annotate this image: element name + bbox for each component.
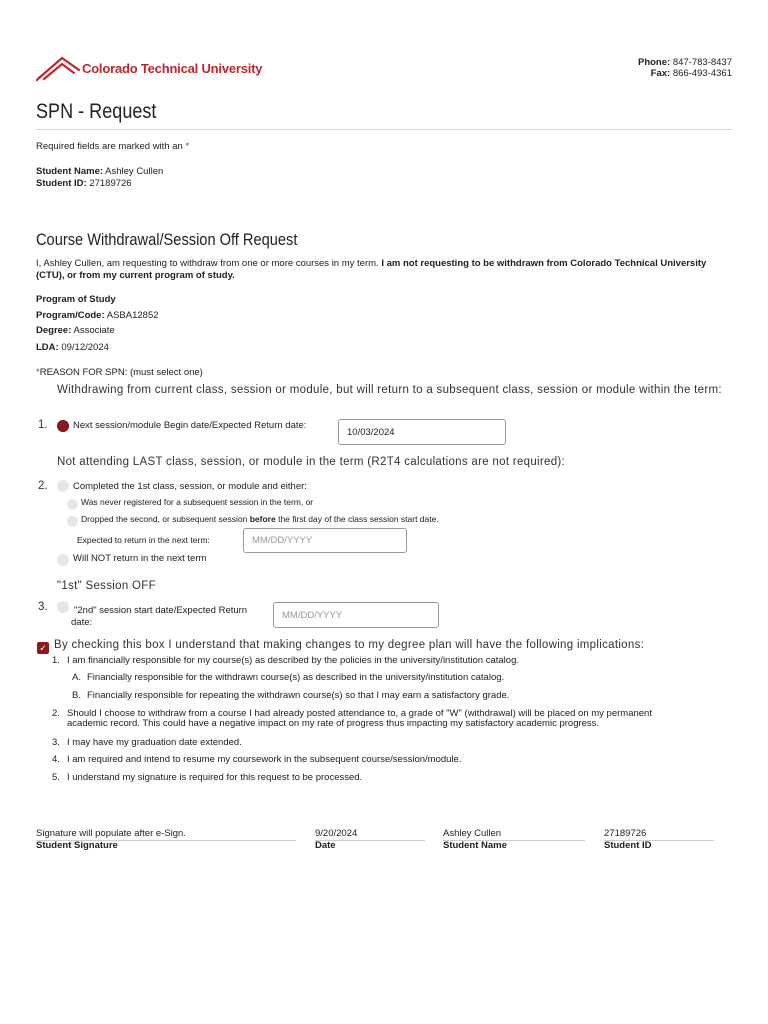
- student-name-sig-label: Student Name: [443, 840, 507, 851]
- student-id-value: 27189726: [89, 178, 132, 189]
- option3-label-line2: date:: [71, 617, 93, 628]
- phone-label: Phone:: [637, 57, 671, 68]
- signature-value: Signature will populate after e-Sign.: [36, 828, 186, 839]
- contact-info: [638, 57, 732, 79]
- option2b-text-pre: Dropped the second, or subsequent session: [81, 514, 248, 524]
- ack-item-1-num: 1.: [52, 655, 60, 666]
- ack-item-4: I am required and intend to resume my coursework in the subsequent course/session/module.: [67, 754, 462, 765]
- option2-return-date-input[interactable]: [243, 528, 407, 553]
- program-code-label: Program/Code:: [36, 310, 105, 321]
- option3-placeholder: MM/DD/YYYY: [282, 609, 343, 621]
- option2a-radio[interactable]: [67, 499, 78, 510]
- student-id-label: Student ID:: [36, 178, 87, 189]
- student-id-sig-label: Student ID: [604, 840, 652, 851]
- option3-label-line1: "2nd" session start date/Expected Return: [74, 605, 248, 616]
- page-title: SPN - Request: [36, 100, 157, 123]
- ack-item-b-num: B.: [72, 690, 81, 701]
- option1-label: Next session/module Begin date/Expected Return date:: [73, 420, 307, 431]
- option2-return-label: Expected to return in the next term:: [77, 535, 210, 545]
- intro-bold-text: I am not requesting to be withdrawn from Colorado Technical University (CTU), or from my current program of study.: [36, 258, 707, 281]
- ack-item-3-num: 3.: [52, 737, 60, 748]
- option2b-label: [81, 514, 439, 524]
- acknowledge-text: By checking this box I understand that making changes to my degree plan will have the following implications:: [54, 639, 645, 651]
- option2-not-return-label: Will NOT return in the next term: [73, 553, 207, 564]
- option2-radio[interactable]: [57, 480, 69, 492]
- option2-return-placeholder: MM/DD/YYYY: [252, 535, 313, 546]
- ctu-logo: [36, 54, 266, 84]
- ctu-logo-mark-icon: [36, 54, 80, 82]
- degree-row: [36, 325, 115, 337]
- required-note-text: Required fields are marked with an: [36, 141, 183, 152]
- ack-item-3: I may have my graduation date extended.: [67, 737, 242, 748]
- fax-label: Fax:: [650, 68, 671, 79]
- option3-number: 3.: [38, 601, 48, 613]
- ack-item-4-num: 4.: [52, 754, 60, 765]
- option3-date-input[interactable]: [273, 602, 439, 628]
- ack-item-b: Financially responsible for repeating the withdrawn course(s) so that I may earn a satisfactory grade.: [87, 690, 510, 701]
- ack-item-1: I am financially responsible for my course(s) as described by the policies in the university/institution catalog.: [67, 655, 519, 666]
- intro-paragraph: [36, 258, 726, 281]
- phone-number: 847-783-8437: [672, 57, 732, 68]
- intro-text: I, Ashley Cullen, am requesting to withdraw from one or more courses in my term.: [36, 258, 379, 269]
- option1-date-value: 10/03/2024: [347, 426, 395, 438]
- option2-number: 2.: [38, 480, 48, 492]
- option2-not-return-radio[interactable]: [57, 554, 69, 566]
- ack-item-2-num: 2.: [52, 708, 60, 719]
- student-name-sig-value: Ashley Cullen: [443, 828, 502, 839]
- option2a-label: Was never registered for a subsequent session in the term, or: [81, 497, 314, 507]
- degree-label: Degree:: [36, 325, 72, 336]
- option2b-text-bold: before: [249, 514, 276, 524]
- reason-required-star: *: [36, 367, 40, 378]
- lda-value: 09/12/2024: [61, 342, 109, 353]
- student-name-row: [36, 166, 163, 178]
- title-divider: [36, 129, 732, 130]
- logo-text: Colorado Technical University: [82, 61, 263, 76]
- option2-label: Completed the 1st class, session, or module and either:: [73, 481, 307, 492]
- ack-item-a-num: A.: [72, 672, 81, 683]
- option2b-radio[interactable]: [67, 516, 78, 527]
- option3-radio[interactable]: [57, 601, 69, 613]
- lda-row: [36, 342, 109, 354]
- signature-label: Student Signature: [36, 840, 118, 851]
- program-code-value: ASBA12852: [106, 310, 159, 321]
- ack-item-a: Financially responsible for the withdrawn course(s) as described in the university/institution catalog.: [87, 672, 505, 683]
- required-star: *: [185, 141, 190, 152]
- option2b-text-post: the first day of the class session start date.: [278, 514, 439, 524]
- ack-item-5-num: 5.: [52, 772, 60, 783]
- required-note: [36, 141, 189, 153]
- group1-heading: Withdrawing from current class, session or module, but will return to a subsequent class, session or module within the term:: [57, 384, 722, 396]
- ack-item-5: I understand my signature is required for this request to be processed.: [67, 772, 363, 783]
- degree-value: Associate: [73, 325, 115, 336]
- option1-number: 1.: [38, 419, 48, 431]
- fax-number: 866-493-4361: [672, 68, 732, 79]
- student-id-row: [36, 178, 132, 190]
- date-value: 9/20/2024: [315, 828, 358, 839]
- reason-label-row: [36, 367, 203, 379]
- checkmark-icon: ✓: [39, 643, 47, 653]
- program-code-row: [36, 310, 159, 322]
- group3-heading: "1st" Session OFF: [57, 580, 156, 592]
- option1-radio[interactable]: [57, 420, 69, 432]
- ack-item-2-line1: Should I choose to withdraw from a course I had already posted attendance to, a grade of "W" (withdrawal) will be placed on my permanent: [67, 708, 652, 719]
- acknowledge-checkbox[interactable]: [37, 642, 49, 654]
- group2-heading: Not attending LAST class, session, or module in the term (R2T4 calculations are not required):: [57, 456, 566, 468]
- lda-label: LDA:: [36, 342, 59, 353]
- student-name-value: Ashley Cullen: [105, 166, 164, 177]
- student-name-label: Student Name:: [36, 166, 104, 177]
- reason-label: REASON FOR SPN: (must select one): [39, 367, 203, 378]
- student-id-sig-value: 27189726: [604, 828, 647, 839]
- date-label: Date: [315, 840, 336, 851]
- ack-item-2-line2: academic record. This could have a negative impact on my rate of progress thus impacting my satisfactory academic progress.: [67, 718, 600, 729]
- section-title: Course Withdrawal/Session Off Request: [36, 230, 298, 249]
- option1-date-input[interactable]: [338, 419, 506, 445]
- program-heading: Program of Study: [36, 294, 116, 305]
